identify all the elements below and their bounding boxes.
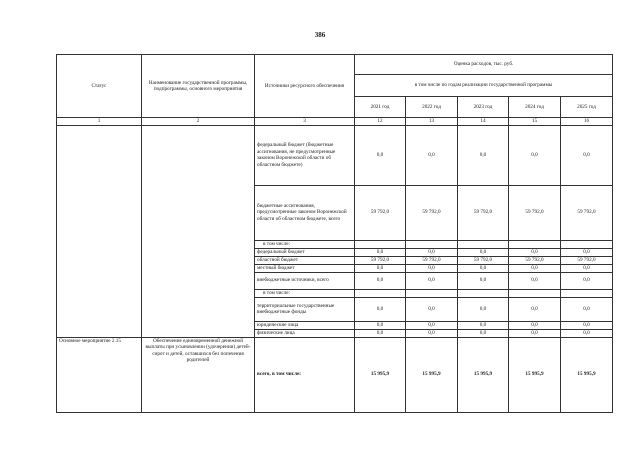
source-label: физические лица <box>255 329 355 337</box>
value-cell: 0,0 <box>355 272 406 289</box>
value-cell: 0,0 <box>509 329 561 337</box>
measure-value: 15 995,9 <box>458 337 509 412</box>
value-cell: 59 792,0 <box>406 256 458 264</box>
value-cell: 0,0 <box>406 264 458 272</box>
value-cell: 0,0 <box>561 272 613 289</box>
header-name: Наименование государственной программы, подпрограммы, основного мероприятия <box>142 55 255 118</box>
value-cell: 0,0 <box>355 329 406 337</box>
source-label: бюджетные ассигнования, предусмотренные законом Воронежской области об областном бюджете, всего <box>255 185 355 240</box>
value-cell: 59 792,0 <box>458 185 509 240</box>
value-cell: 0,0 <box>509 321 561 329</box>
value-cell: 59 792,0 <box>458 256 509 264</box>
value-cell: 0,0 <box>355 248 406 256</box>
value-cell: 0,0 <box>509 272 561 289</box>
value-cell: 0,0 <box>406 321 458 329</box>
value-cell <box>355 240 406 248</box>
column-number: 15 <box>509 118 561 126</box>
header-status: Статус <box>57 55 142 118</box>
value-cell <box>458 240 509 248</box>
value-cell: 0,0 <box>406 125 458 185</box>
column-number: 2 <box>142 118 255 126</box>
measure-value: 15 995,9 <box>509 337 561 412</box>
source-label: внебюджетные источники, всего <box>255 272 355 289</box>
value-cell: 0,0 <box>406 272 458 289</box>
column-number: 12 <box>355 118 406 126</box>
measure-value: 15 995,9 <box>406 337 458 412</box>
source-label: областной бюджет <box>255 256 355 264</box>
value-cell: 0,0 <box>458 125 509 185</box>
value-cell: 0,0 <box>509 125 561 185</box>
measure-value: 15 995,9 <box>355 337 406 412</box>
column-number: 16 <box>561 118 613 126</box>
header-year: 2022 год <box>406 97 458 118</box>
source-label: территориальные государственные внебюджетные фонды <box>255 297 355 321</box>
value-cell <box>406 289 458 297</box>
header-year: 2021 год <box>355 97 406 118</box>
value-cell: 0,0 <box>509 297 561 321</box>
value-cell: 59 792,0 <box>355 185 406 240</box>
header-row <box>57 55 613 75</box>
table-row <box>57 125 613 185</box>
value-cell: 59 792,0 <box>509 256 561 264</box>
value-cell: 59 792,0 <box>406 185 458 240</box>
value-cell: 0,0 <box>406 248 458 256</box>
value-cell <box>509 289 561 297</box>
value-cell: 0,0 <box>561 264 613 272</box>
measure-row <box>57 337 613 412</box>
value-cell: 0,0 <box>561 321 613 329</box>
value-cell <box>355 289 406 297</box>
source-label: федеральный бюджет <box>255 248 355 256</box>
budget-table <box>56 54 613 413</box>
value-cell: 59 792,0 <box>355 256 406 264</box>
measure-total-label: всего, в том числе: <box>255 337 355 412</box>
value-cell: 0,0 <box>406 329 458 337</box>
value-cell: 0,0 <box>458 248 509 256</box>
column-number: 3 <box>255 118 355 126</box>
page-number: 386 <box>314 31 326 39</box>
column-numbers-row <box>57 118 613 126</box>
measure-name: Обеспечение единовременной денежной выплаты при усыновлении (удочерении) детей-сирот и детей, оставшихся без попечения родителей <box>142 337 255 412</box>
source-label: в том числе: <box>255 240 355 248</box>
column-number: 1 <box>57 118 142 126</box>
value-cell <box>509 240 561 248</box>
header-year: 2023 год <box>458 97 509 118</box>
value-cell: 0,0 <box>458 272 509 289</box>
value-cell <box>458 289 509 297</box>
value-cell: 59 792,0 <box>561 256 613 264</box>
value-cell <box>406 240 458 248</box>
name-cell-empty <box>142 125 255 337</box>
value-cell: 59 792,0 <box>509 185 561 240</box>
value-cell: 0,0 <box>561 329 613 337</box>
value-cell: 0,0 <box>509 264 561 272</box>
value-cell: 0,0 <box>355 321 406 329</box>
measure-value: 15 995,9 <box>561 337 613 412</box>
status-cell-empty <box>57 125 142 337</box>
header-by-years: в том числе по годам реализации государственной программы <box>355 75 613 97</box>
value-cell: 0,0 <box>355 125 406 185</box>
column-number: 14 <box>458 118 509 126</box>
source-label: юридические лица <box>255 321 355 329</box>
value-cell: 0,0 <box>458 321 509 329</box>
value-cell: 0,0 <box>509 248 561 256</box>
measure-status: Основное мероприятие 2.15 <box>57 337 142 412</box>
value-cell: 0,0 <box>355 264 406 272</box>
value-cell: 0,0 <box>355 297 406 321</box>
value-cell <box>561 289 613 297</box>
value-cell: 0,0 <box>458 297 509 321</box>
header-source: Источники ресурсного обеспечения <box>255 55 355 118</box>
header-year: 2025 год <box>561 97 613 118</box>
value-cell: 0,0 <box>406 297 458 321</box>
value-cell: 0,0 <box>458 329 509 337</box>
value-cell: 0,0 <box>561 248 613 256</box>
header-estimate: Оценка расходов, тыс. руб. <box>355 55 613 75</box>
value-cell: 0,0 <box>561 125 613 185</box>
value-cell: 0,0 <box>458 264 509 272</box>
source-label: местный бюджет <box>255 264 355 272</box>
value-cell <box>561 240 613 248</box>
value-cell: 0,0 <box>561 297 613 321</box>
column-number: 13 <box>406 118 458 126</box>
source-label: федеральный бюджет (бюджетные ассигнования, не предусмотренные законом Воронежской области об областном бюджете) <box>255 125 355 185</box>
value-cell: 59 792,0 <box>561 185 613 240</box>
header-year: 2024 год <box>509 97 561 118</box>
source-label: в том числе: <box>255 289 355 297</box>
